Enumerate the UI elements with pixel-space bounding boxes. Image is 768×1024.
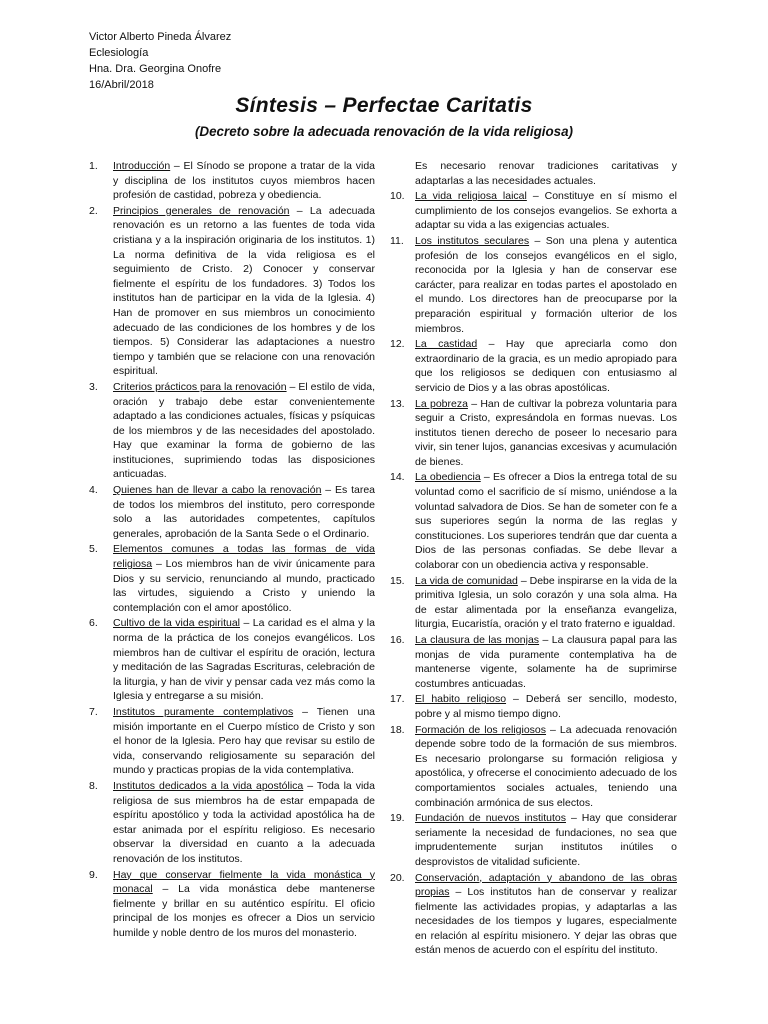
item-9-continuation: Es necesario renovar tradiciones caritativas y adaptarlas a las necesidades actuales.	[415, 160, 677, 187]
item-number: 11.	[390, 234, 404, 247]
item-number: 16.	[390, 634, 405, 646]
item-text: – Son una plena y autentica profesión de los consejos evangélicos en el siglo, reconocida por la Iglesia y han de conservar ese carácter, para realizar en todas partes el apostolado en el mundo. Los directores han de preocuparse por la preparación espiritual y formación ulterior de los miembros.	[415, 234, 677, 335]
item-text: – Tienen una misión importante en el Cuerpo místico de Cristo y son el honor de la Iglesia. Pero hay que revisar su estilo de vida, conservando religiosamente su separación del mundo y practicas propias de la vida contemplativa.	[113, 705, 375, 777]
item-title: Cultivo de la vida espiritual	[113, 617, 241, 630]
course-name: Eclesiología	[89, 47, 149, 59]
list-item	[390, 397, 677, 470]
item-number: 3.	[89, 380, 98, 393]
item-title: La vida de comunidad	[415, 574, 518, 587]
list-item	[89, 380, 376, 482]
item-text: – Han de cultivar la pobreza voluntaria para seguir a Cristo, expresándola en formas nuevas. Los institutos tienen derecho de poseer lo necesario para vivir, sin tener lujos, ganancias excesivas y acumulación de bienes.	[415, 397, 677, 468]
item-number: 15.	[390, 574, 405, 587]
item-title: Criterios prácticos para la renovación	[113, 380, 287, 393]
item-text: – Es ofrecer a Dios la entrega total de su voluntad como el sacrificio de sí mismo, uniéndose a la voluntad salvadora de Dios. Se han de someter con fe a sus superiores según la norma de las reglas y constituciones. Los superiores tendrán que dar cuenta a Dios de las personas confiadas. Se debe llevar a colaborar con un obediencia activa y responsable.	[415, 471, 677, 572]
list-item	[390, 189, 677, 233]
item-number: 12.	[390, 338, 405, 351]
item-text: – El estilo de vida, oración y trabajo debe estar convenientemente adaptado a las condiciones actuales, físicas y psíquicas de los miembros y de las necesidades del apostolado. Hay que examinar la forma de gobierno de las instituciones, suprimiendo todas las disposiciones anticuadas.	[113, 380, 376, 481]
item-number: 1.	[89, 160, 98, 172]
item-number: 19.	[390, 812, 405, 825]
author-name: Victor Alberto Pineda Álvarez	[89, 31, 232, 43]
list-item	[390, 633, 677, 691]
document-title: Síntesis – Perfectae Caritatis	[235, 94, 533, 117]
item-number: 4.	[89, 484, 98, 497]
item-number: 6.	[89, 617, 98, 630]
item-number: 20.	[390, 871, 405, 884]
item-text: – Deberá ser sencillo, modesto, pobre y al mismo tiempo digno.	[415, 693, 677, 720]
item-number: 14.	[390, 471, 405, 484]
item-title: Principios generales de renovación	[113, 204, 290, 217]
item-number: 17.	[390, 693, 405, 706]
item-number: 9.	[89, 868, 98, 881]
item-number: 13.	[390, 397, 405, 410]
list-item	[89, 705, 375, 778]
list-item	[390, 234, 677, 336]
item-title: La castidad	[415, 338, 478, 351]
list-item	[390, 574, 677, 632]
right-column	[390, 159, 677, 959]
item-text: – El Sínodo se propone a tratar de la vida y disciplina de los institutos cuyos miembros hacen profesión de castidad, pobreza y obediencia.	[113, 160, 375, 202]
item-number: 10.	[390, 190, 405, 203]
item-title: Formación de los religiosos	[415, 723, 547, 736]
list-item	[89, 159, 375, 203]
item-title: Institutos puramente contemplativos	[113, 705, 294, 718]
list-item	[390, 692, 677, 721]
item-title: Elementos comunes a todas las formas de vida religiosa	[113, 543, 375, 571]
list-item	[390, 723, 677, 811]
document-date: 16/Abril/2018	[89, 79, 154, 91]
item-title: Fundación de nuevos institutos	[415, 812, 566, 825]
item-text: – Debe inspirarse en la vida de la primitiva Iglesia, un solo corazón y una sola alma. Ha de estar alimentada por la enseñanza evangeliza, liturgia, Eucaristía, oración y el trato fraterno e igualdad.	[415, 574, 677, 631]
item-text: – Hay que apreciarla como don extraordinario de la gracia, es un medio apropiado para que los religiosos se dediquen con entusiasmo al servicio de Dios y a las obras apostólicas.	[415, 338, 677, 394]
list-item	[390, 470, 677, 572]
item-text: – La clausura papal para las monjas de vida puramente contemplativa ha de mantenerse vigente, solamente ha de suprimirse costumbres anticuadas.	[415, 634, 677, 690]
list-item	[89, 616, 375, 704]
item-title: Conservación, adaptación y abandono de las obras propias	[415, 871, 677, 899]
teacher-name: Hna. Dra. Georgina Onofre	[89, 63, 222, 75]
item-number: 18.	[390, 723, 405, 736]
list-item	[89, 868, 375, 941]
item-number: 5.	[89, 543, 98, 556]
left-column	[89, 159, 376, 941]
list-item	[390, 811, 677, 869]
item-text: – Hay que considerar seriamente la necesidad de fundaciones, no sea que imprudentemente surjan institutos inútiles o desprovistos de vitalidad suficiente.	[415, 812, 677, 868]
item-number: 2.	[89, 204, 98, 217]
list-item	[89, 483, 376, 541]
list-item	[89, 542, 375, 615]
item-text: – La adecuada renovación es un retorno a las fuentes de toda vida cristiana y a la inspiración originaria de los institutos. 1) La norma definitiva de la vida religiosa es el seguimiento de Cristo. 2) Conocer y conservar fielmente el espíritu de los fundadores. 3) Todos los institutos han de participar en la vida de la Iglesia. 4) Han de promover en sus miembros un conocimiento adecuado de las condiciones de los hombres y de los tiempos. 5) Considerar las adaptaciones a nuestro tiempo y también que se relacione con una renovación espiritual.	[113, 204, 375, 378]
item-text: – Los miembros han de vivir únicamente para Dios y su servicio, renunciando al mundo, practicado las virtudes, siguiendo a Cristo y uniendo la contemplación con el amor apostólico.	[113, 558, 375, 614]
item-text: – La vida monástica debe mantenerse fielmente y brillar en su auténtico espíritu. El oficio principal de los monjes es ofrecer a Dios un servicio humilde y noble dentro de los muros del monasterio.	[113, 883, 375, 939]
document-subtitle: (Decreto sobre la adecuada renovación de la vida religiosa)	[194, 124, 574, 139]
list-item	[390, 871, 677, 959]
item-title: Hay que conservar fielmente la vida monástica y monacal	[113, 868, 375, 896]
item-title: El habito religioso	[415, 693, 507, 706]
item-text: – La adecuada renovación depende sobre todo de la formación de sus miembros. Es necesario prolongarse su formación religiosa y apostólica, y ofrecerse el conocimiento adecuado de los comportamientos sociales actuales, teniendo una combinación armónica de sus electos.	[415, 723, 677, 809]
list-item	[89, 779, 375, 867]
item-title: Institutos dedicados a la vida apostólica	[113, 779, 304, 792]
item-title: La obediencia	[415, 471, 481, 484]
item-text: – Constituye en sí mismo el cumplimiento de los consejos evangelios. Se exhorta a adaptar su vida a las exigencias actuales.	[415, 190, 677, 232]
item-number: 8.	[89, 779, 98, 792]
item-title: Los institutos seculares	[415, 234, 530, 247]
item-title: Introducción	[113, 160, 171, 172]
item-title: La vida religiosa laical	[415, 190, 527, 203]
list-item	[390, 337, 677, 395]
item-number: 7.	[89, 705, 98, 718]
item-title: Quienes han de llevar a cabo la renovación	[113, 484, 322, 497]
item-title: La clausura de las monjas	[415, 634, 540, 646]
item-title: La pobreza	[415, 397, 468, 410]
item-text: – La caridad es el alma y la norma de la práctica de los conejos evangélicos. Los miembros han de cultivar el espíritu de oración, lectura y meditación de las Sagradas Escrituras, celebración de la liturgia, y han de vivir y pensar cada vez más como la Iglesia y entregarse a su misión.	[113, 617, 375, 703]
document-header	[89, 29, 231, 93]
item-text: – Es tarea de todos los miembros del instituto, pero corresponde solo a las autoridades competentes, capítulos generales, aprobación de la Santa Sede o el Ordinario.	[113, 484, 376, 540]
item-text: – Los institutos han de conservar y realizar fielmente las actividades propias, y adaptarlas a las necesidades de los tiempos y lugares, especialmente en relación al espíritu misionero. Y dejar las obras que están menos de acuerdo con el espíritu del instituto.	[415, 886, 677, 957]
list-item	[89, 204, 375, 379]
item-text: – Toda la vida religiosa de sus miembros ha de estar empapada de espíritu apostólico y toda la actividad apostólica ha de estar animada por el espíritu religioso. Es necesario observar la diversidad en cuanto a la adecuada renovación de los institutos.	[113, 779, 375, 865]
